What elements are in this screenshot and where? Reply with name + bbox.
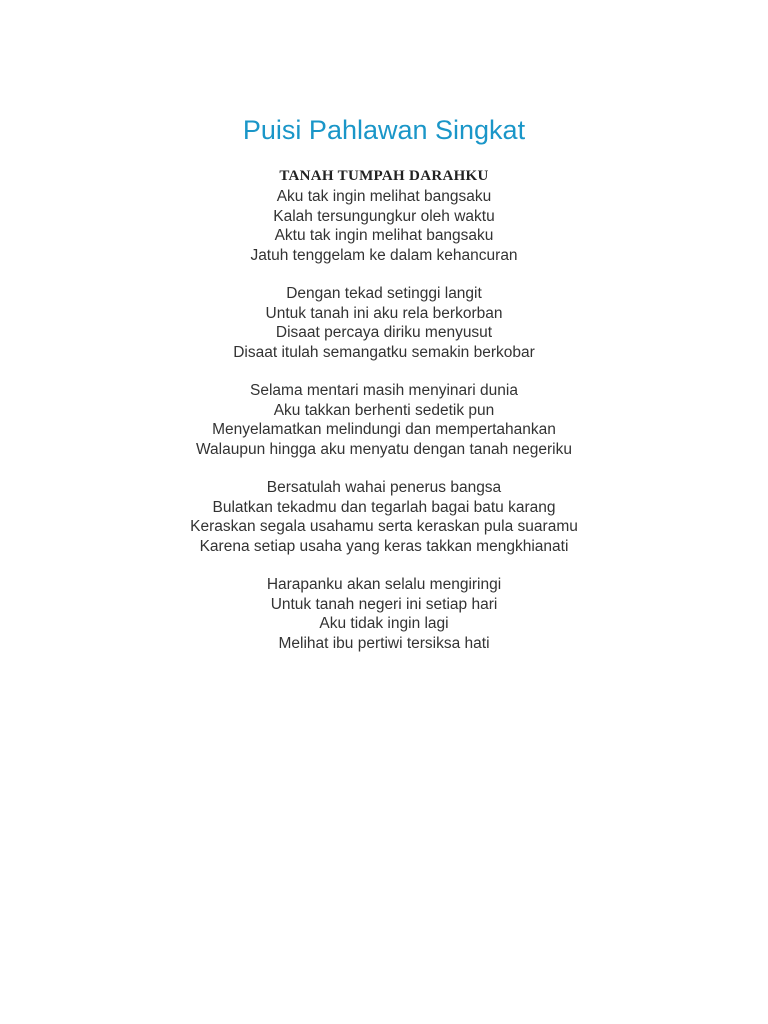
poem-line: Untuk tanah ini aku rela berkorban — [265, 304, 503, 322]
poem-title: TANAH TUMPAH DARAHKU — [279, 168, 489, 184]
poem-line: Aku tidak ingin lagi — [319, 615, 449, 632]
poem-line: Jatuh tenggelam ke dalam kehancuran — [250, 246, 518, 264]
poem-line: Bulatkan tekadmu dan tegarlah bagai batu karang — [212, 498, 556, 516]
poem-line: Keraskan segala usahamu serta keraskan pula suaramu — [190, 518, 578, 535]
stanza-3 — [0, 381, 768, 459]
stanza-2 — [0, 284, 768, 362]
poem-line: Walaupun hingga aku menyatu dengan tanah negeriku — [195, 440, 572, 458]
poem-line: Melihat ibu pertiwi tersiksa hati — [278, 634, 490, 652]
stanza-4 — [0, 478, 768, 556]
poem-line: Untuk tanah negeri ini setiap hari — [270, 595, 498, 613]
poem — [0, 165, 768, 653]
stanza-5 — [0, 575, 768, 653]
poem-line: Menyelamatkan melindungi dan mempertahankan — [212, 421, 556, 438]
stanza-1 — [0, 187, 768, 265]
poem-line: Aku tak ingin melihat bangsaku — [276, 188, 492, 205]
poem-line: Kalah tersungungkur oleh waktu — [273, 207, 495, 225]
poem-line: Disaat percaya diriku menyusut — [275, 324, 493, 341]
poem-line: Aku takkan berhenti sedetik pun — [273, 401, 495, 419]
poem-line: Aktu tak ingin melihat bangsaku — [274, 227, 494, 244]
poem-line: Dengan tekad setinggi langit — [286, 285, 482, 302]
poem-line: Karena setiap usaha yang keras takkan mengkhianati — [199, 537, 569, 555]
poem-line: Harapanku akan selalu mengiringi — [266, 576, 502, 593]
document-title: Puisi Pahlawan Singkat — [242, 115, 526, 145]
poem-line: Selama mentari masih menyinari dunia — [250, 382, 518, 399]
poem-line: Disaat itulah semangatku semakin berkobar — [233, 343, 535, 361]
poem-line: Bersatulah wahai penerus bangsa — [266, 479, 502, 496]
